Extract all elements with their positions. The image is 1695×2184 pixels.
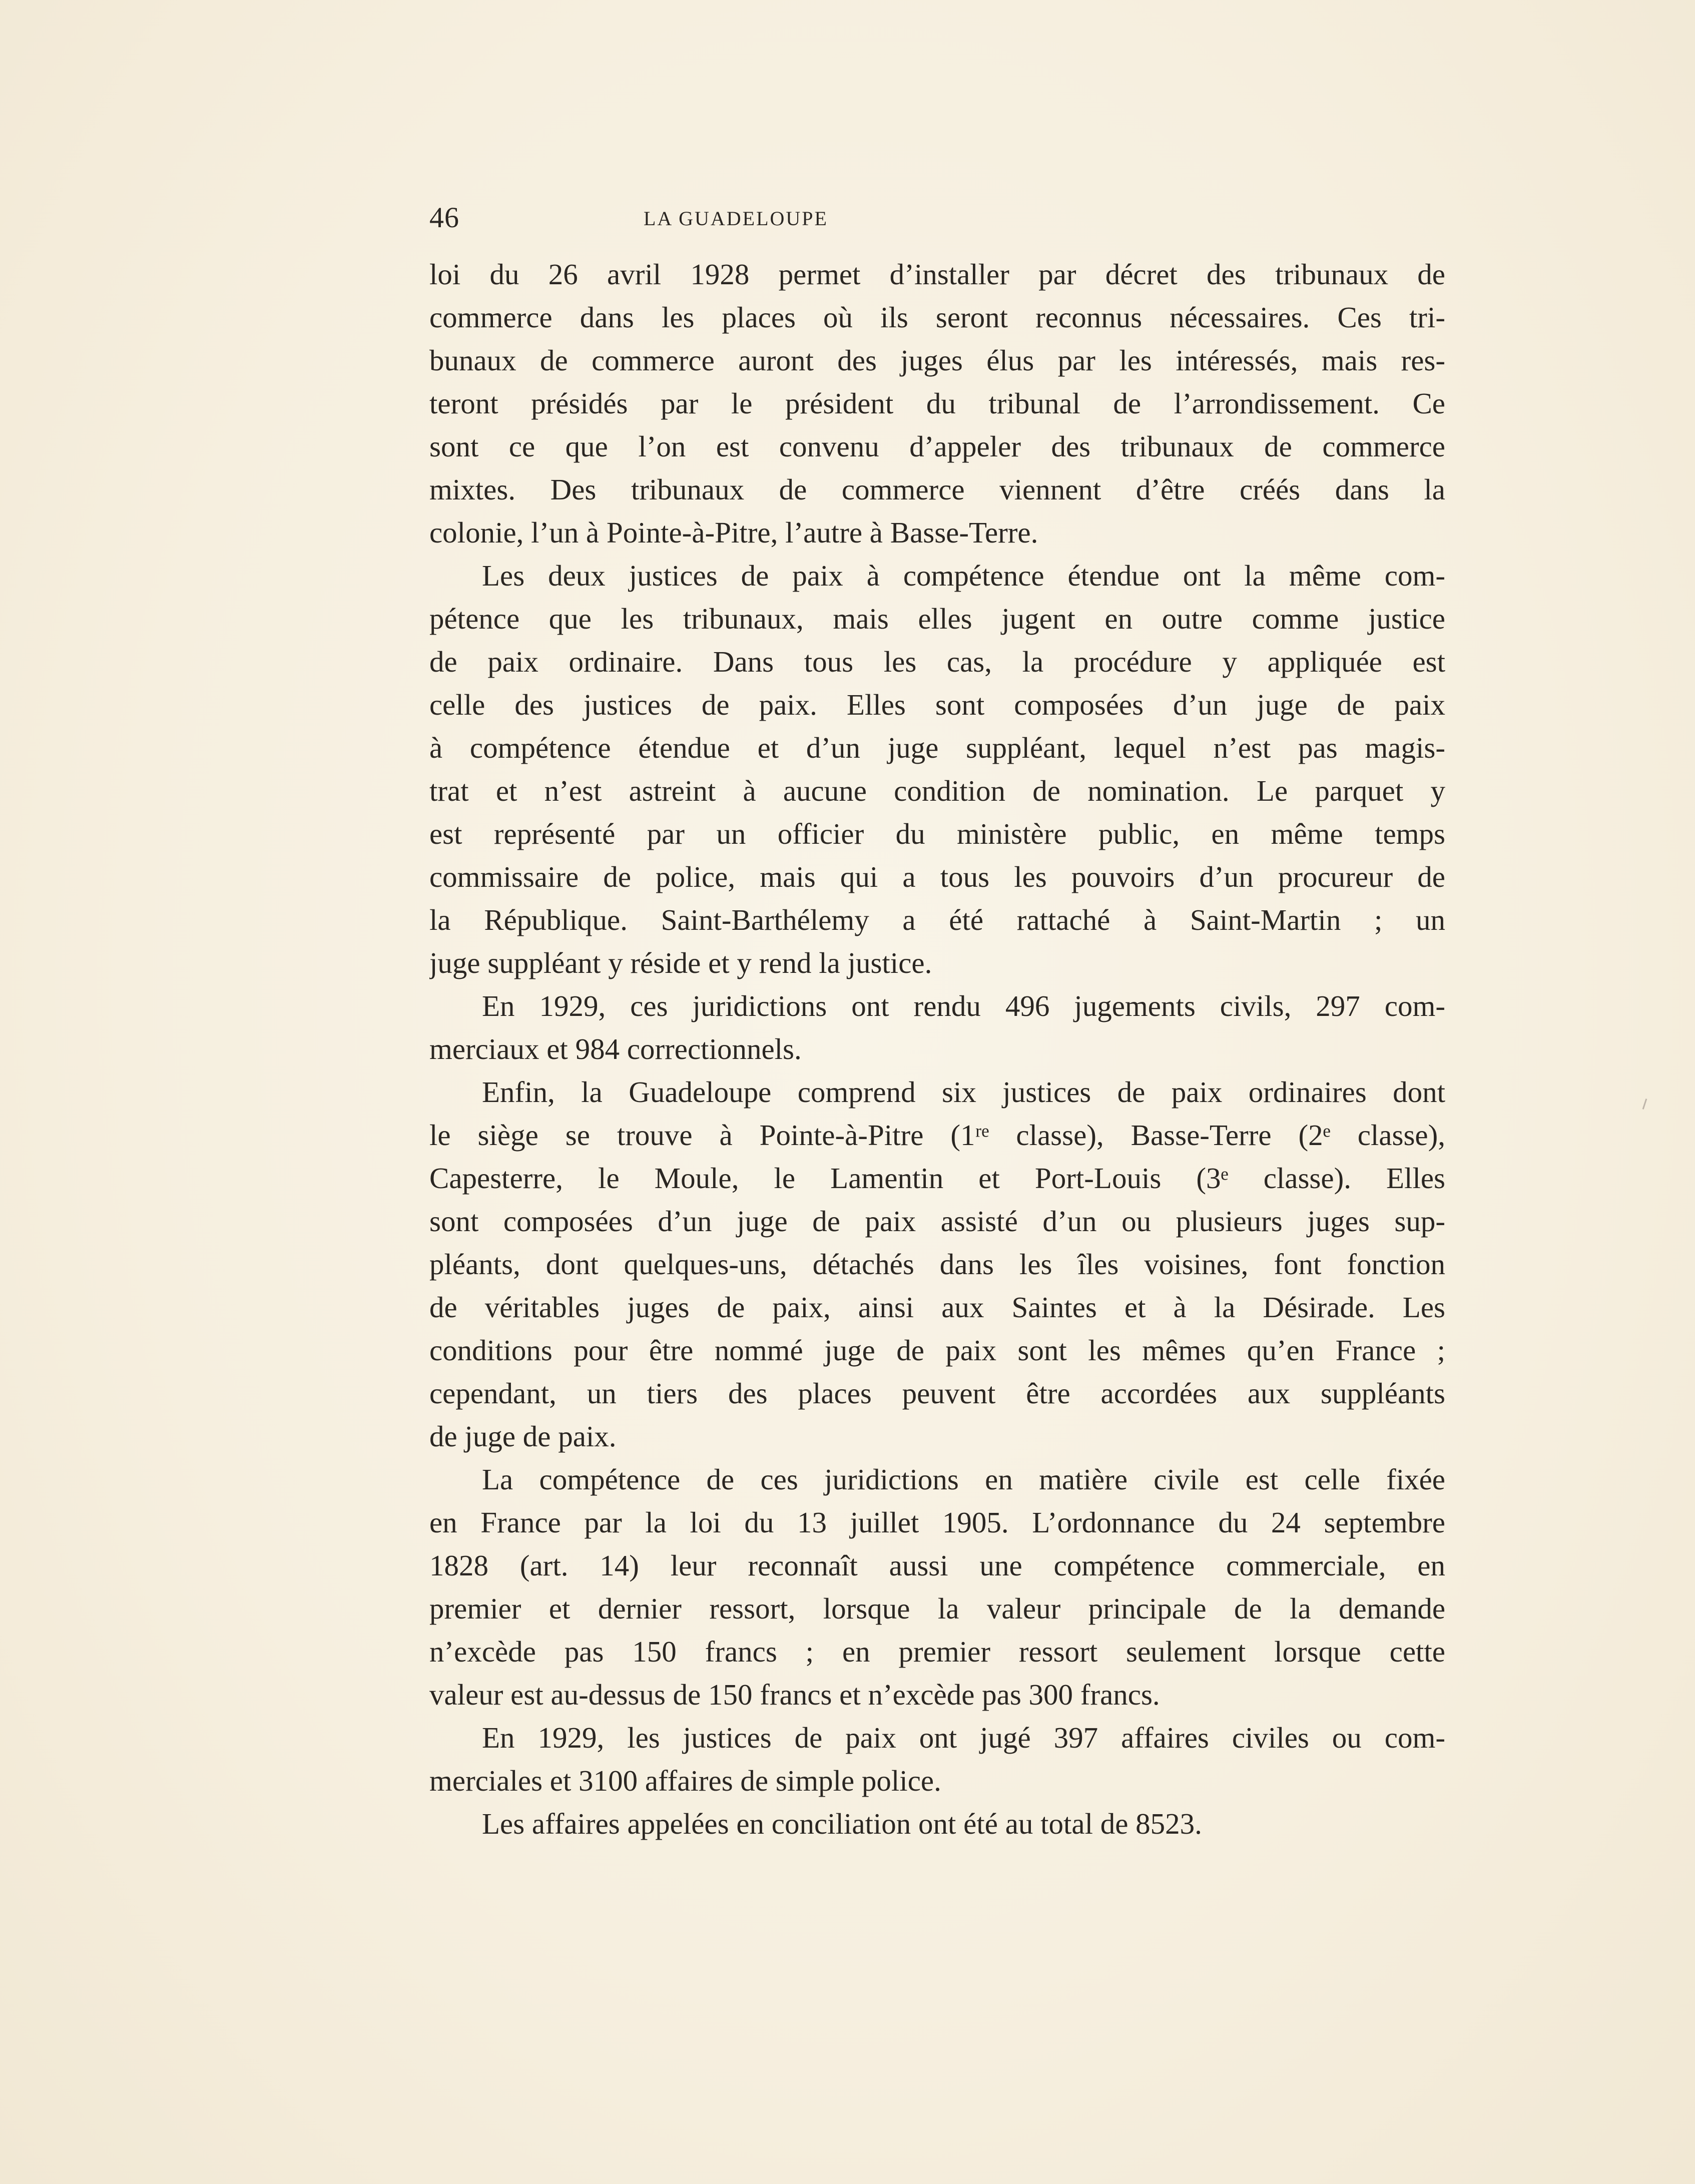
body-text [429,253,1445,1845]
page-header [429,198,1042,238]
paragraph-2 [429,554,1445,984]
text-line: En 1929, les justices de paix ont jugé 397 affaires civiles ou com- [482,1721,1445,1754]
text-line: celle des justices de paix. Elles sont composées d’un juge de paix [429,688,1445,721]
text-line: est représenté par un officier du ministère public, en même temps [429,817,1445,850]
text-line: de juge de paix. [429,1420,617,1453]
paper-speck [1642,1099,1647,1110]
paragraph-1 [429,253,1445,554]
text-line: loi du 26 avril 1928 permet d’installer par décret des tribunaux de [429,258,1445,291]
text-line: juge suppléant y réside et y rend la justice. [429,946,932,979]
text-line: Les affaires appelées en conciliation ont été au total de 8523. [482,1807,1202,1840]
text-line: premier et dernier ressort, lorsque la valeur principale de la demande [429,1592,1445,1625]
text-line: valeur est au-dessus de 150 francs et n’excède pas 300 francs. [429,1678,1160,1711]
text-line: teront présidés par le président du tribunal de l’arrondissement. Ce [429,387,1445,420]
text-line: n’excède pas 150 francs ; en premier ressort seulement lorsque cette [429,1635,1445,1668]
text-line: de paix ordinaire. Dans tous les cas, la procédure y appliquée est [429,645,1445,678]
text-line: En 1929, ces juridictions ont rendu 496 jugements civils, 297 com- [482,989,1445,1022]
text-line: Enfin, la Guadeloupe comprend six justices de paix ordinaires dont [482,1075,1445,1109]
text-line: commissaire de police, mais qui a tous les pouvoirs d’un procureur de [429,860,1445,893]
text-line: pléants, dont quelques-uns, détachés dans les îles voisines, font fonction [429,1248,1445,1281]
paragraph-5 [429,1458,1445,1716]
text-line: La compétence de ces juridictions en matière civile est celle fixée [482,1463,1445,1496]
text-line: bunaux de commerce auront des juges élus par les intéressés, mais res- [429,344,1445,377]
text-line: de véritables juges de paix, ainsi aux Saintes et à la Désirade. Les [429,1291,1445,1324]
text-line: à compétence étendue et d’un juge suppléant, lequel n’est pas magis- [429,731,1445,764]
text-line: merciaux et 984 correctionnels. [429,1032,802,1065]
text-line: en France par la loi du 13 juillet 1905. L’ordonnance du 24 septembre [429,1506,1445,1539]
text-line: sont ce que l’on est convenu d’appeler des tribunaux de commerce [429,430,1445,463]
running-title: LA GUADELOUPE [644,207,828,230]
paragraph-4 [429,1070,1445,1458]
text-line: pétence que les tribunaux, mais elles jugent en outre comme justice [429,602,1445,635]
text-line: conditions pour être nommé juge de paix sont les mêmes qu’en France ; [429,1334,1445,1367]
text-line: trat et n’est astreint à aucune condition de nomination. Le parquet y [429,774,1445,807]
text-line: sont composées d’un juge de paix assisté d’un ou plusieurs juges sup- [429,1205,1445,1238]
text-line: mixtes. Des tribunaux de commerce viennent d’être créés dans la [429,473,1445,506]
text-line: 1828 (art. 14) leur reconnaît aussi une compétence commerciale, en [429,1549,1445,1582]
text-line: Capesterre, le Moule, le Lamentin et Port-Louis (3ᵉ classe). Elles [429,1162,1445,1195]
paragraph-6 [429,1716,1445,1802]
page-number: 46 [429,201,459,234]
text-line: cependant, un tiers des places peuvent être accordées aux suppléants [429,1377,1445,1410]
paragraph-3 [429,984,1445,1070]
text-line: le siège se trouve à Pointe-à-Pitre (1ʳᵉ classe), Basse-Terre (2ᵉ classe), [429,1119,1445,1152]
text-line: la République. Saint-Barthélemy a été rattaché à Saint-Martin ; un [429,903,1445,936]
paragraph-7 [429,1802,1445,1845]
text-line: colonie, l’un à Pointe-à-Pitre, l’autre à Basse-Terre. [429,516,1038,549]
text-line: Les deux justices de paix à compétence étendue ont la même com- [482,559,1445,592]
text-line: merciales et 3100 affaires de simple police. [429,1764,941,1797]
text-line: commerce dans les places où ils seront reconnus nécessaires. Ces tri- [429,301,1445,334]
